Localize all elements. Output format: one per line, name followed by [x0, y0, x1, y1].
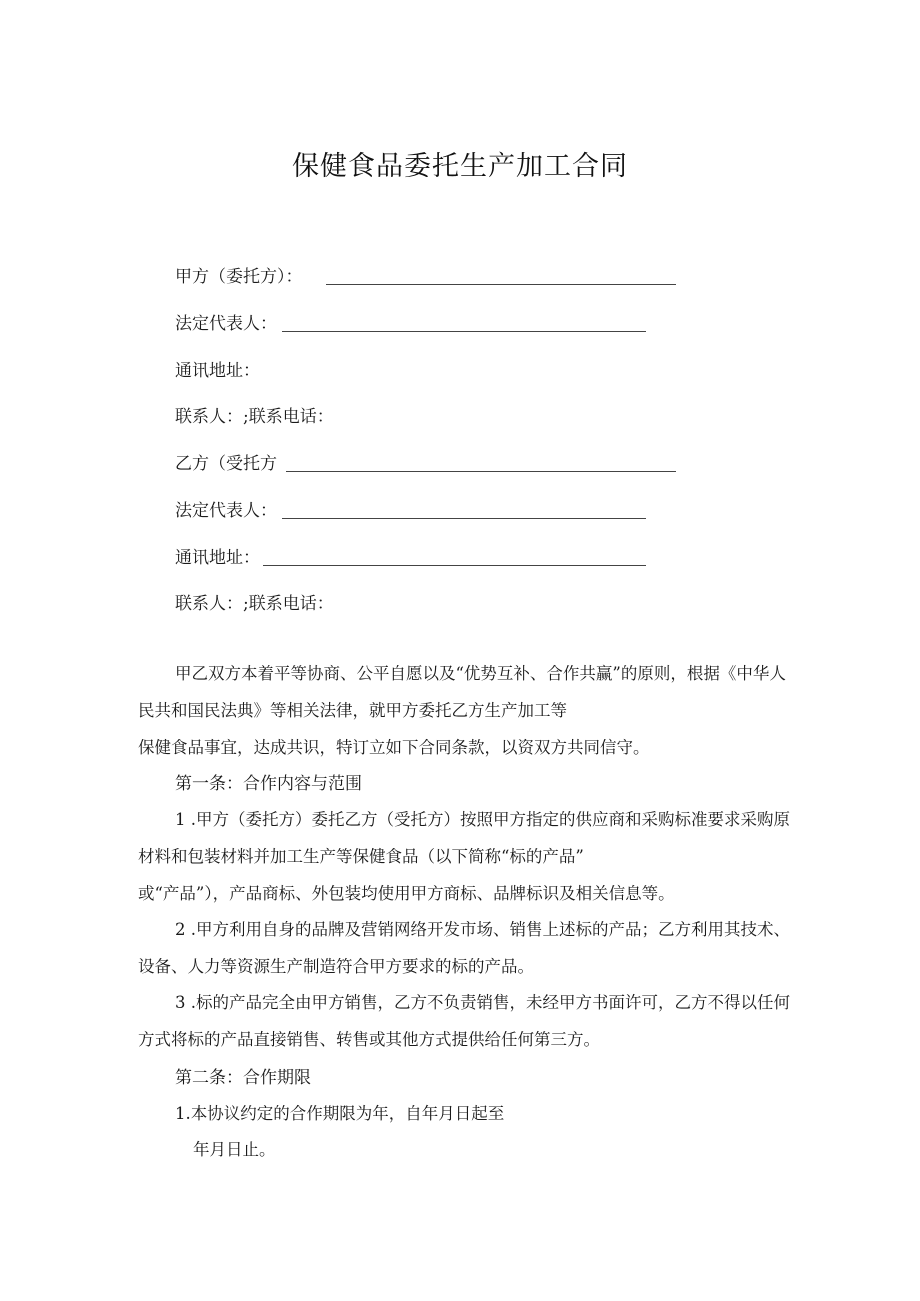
- article-1-item-3-line-1: 3 .标的产品完全由甲方销售，乙方不负责销售，未经甲方书面许可，乙方不得以任何: [175, 993, 790, 1012]
- article-2-heading: 第二条：合作期限: [175, 1068, 311, 1088]
- party-b-rep-blank[interactable]: [282, 518, 646, 519]
- article-1-item-1-line-2: 材料和包装材料并加工生产等保健食品（以下简称“标的产品”: [138, 847, 584, 866]
- intro-line-1: 甲乙双方本着平等协商、公平自愿以及“优势互补、合作共赢”的原则，根据《中华人: [175, 664, 786, 683]
- party-b-address-blank[interactable]: [263, 565, 646, 566]
- party-b-rep-label: 法定代表人：: [175, 501, 277, 521]
- article-1-heading: 第一条：合作内容与范围: [175, 774, 362, 794]
- party-b-contact-field: [175, 592, 334, 616]
- party-a-name-label: 甲方（委托方）：: [175, 267, 303, 287]
- party-b-rep-field: [175, 499, 277, 523]
- party-a-name-blank[interactable]: [326, 284, 676, 285]
- document-title: 保健食品委托生产加工合同: [292, 151, 628, 182]
- article-1-item-1-line-1: 1 .甲方（委托方）委托乙方（受托方）按照甲方指定的供应商和采购标准要求采购原: [175, 810, 790, 829]
- party-a-contact-field: [175, 405, 334, 429]
- party-a-rep-blank[interactable]: [282, 331, 646, 332]
- party-b-name-label: 乙方（受托方: [175, 454, 277, 474]
- intro-line-3: 保健食品事宜，达成共识，特订立如下合同条款，以资双方共同信守。: [138, 738, 650, 757]
- party-b-address-label: 通讯地址：: [175, 548, 260, 568]
- article-2-item-1-line-2: 年月日止。: [193, 1140, 276, 1159]
- article-1-item-3-line-2: 方式将标的产品直接销售、转售或其他方式提供给任何第三方。: [138, 1030, 600, 1049]
- article-1-item-1-line-3: 或“产品”），产品商标、外包装均使用甲方商标、品牌标识及相关信息等。: [138, 884, 675, 903]
- article-1-item-2-line-2: 设备、人力等资源生产制造符合甲方要求的标的产品。: [138, 957, 534, 976]
- party-a-rep-field: [175, 312, 277, 336]
- party-b-address-field: [175, 546, 260, 570]
- party-b-name-blank[interactable]: [286, 471, 676, 472]
- intro-line-2: 民共和国民法典》等相关法律，就甲方委托乙方生产加工等: [138, 701, 567, 720]
- party-a-address-label: 通讯地址：: [175, 361, 260, 381]
- party-a-name-field: [175, 265, 303, 289]
- party-b-contact-label: 联系人：;联系电话：: [175, 594, 334, 614]
- article-2-item-1-line-1: 1.本协议约定的合作期限为年，自年月日起至: [175, 1104, 505, 1123]
- article-1-item-2-line-1: 2 .甲方利用自身的品牌及营销网络开发市场、销售上述标的产品；乙方利用其技术、: [175, 920, 790, 939]
- party-a-rep-label: 法定代表人：: [175, 314, 277, 334]
- party-a-address-field: [175, 359, 260, 383]
- party-a-contact-label: 联系人：;联系电话：: [175, 407, 334, 427]
- party-b-name-field: [175, 452, 277, 476]
